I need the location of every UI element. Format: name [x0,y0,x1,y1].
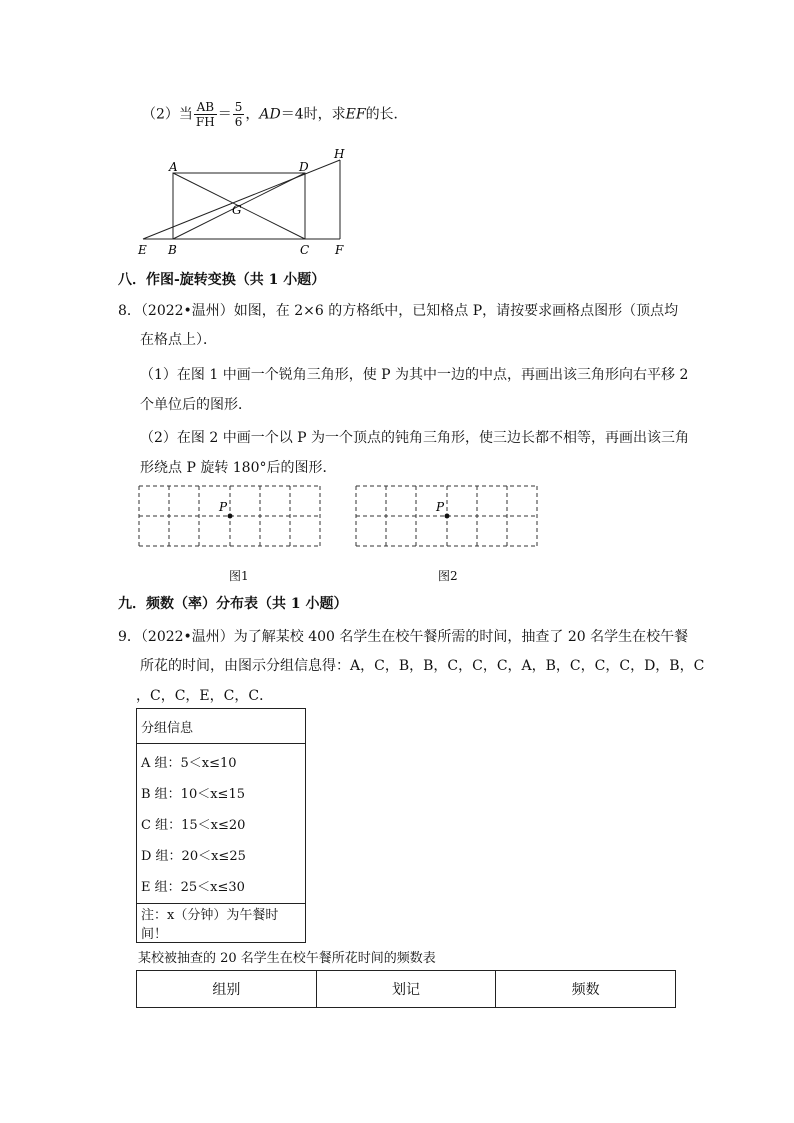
group-row-a: A 组：5＜x≤10 [141,756,237,771]
grid1-label-p: P [219,500,228,514]
value-numerator: 5 [234,100,243,114]
value-denominator: 6 [234,115,243,129]
q8-line1: 8．（2022•温州）如图，在 2×6 的方格纸中，已知格点 P，请按要求画格点图形（顶点均 [118,303,679,319]
q9-line1: 9．（2022•温州）为了解某校 400 名学生在校午餐所需的时间，抽查了 20 名学生在校午餐 [118,629,689,645]
equals-sign: ＝ [217,106,232,123]
header-group: 组别 [137,971,317,1008]
q8-part2-line1: （2）在图 2 中画一个以 P 为一个顶点的钝角三角形，使三边长都不相等，再画出该三角 [140,430,690,446]
group-info-rows [137,744,306,904]
q7-part2-line [142,100,408,129]
q8-part1-line1: （1）在图 1 中画一个锐角三角形，使 P 为其中一边的中点，再画出该三角形向右平移 2 [140,367,689,383]
header-tally: 划记 [316,971,496,1008]
grid2-point-p [445,514,450,519]
frequency-table [136,970,676,1008]
group-info-table [136,708,306,943]
q9-line2: 所花的时间，由图示分组信息得：A，C，B，B，C，C，C，A，B，C，C，C，D，B，C [140,658,705,674]
q9-line3: ，C，C，E，C，C． [136,688,274,704]
header-frequency: 频数 [496,971,676,1008]
group-info-header: 分组信息 [137,709,306,744]
label-d: D [299,160,309,174]
comma: ， [245,106,260,123]
grid-figure-1 [132,478,332,554]
q7-part2-prefix: （2）当 [142,106,193,123]
label-f: F [335,243,344,257]
section-9-title: 九．频数（率）分布表（共 1 小题） [118,596,348,612]
figure-1-caption: 图1 [229,569,249,583]
frequency-table-caption: 某校被抽查的 20 名学生在校午餐所花时间的频数表 [138,951,436,966]
q8-line2: 在格点上）． [140,332,217,348]
label-e: E [138,243,147,257]
label-b: B [168,243,177,257]
ef-variable: EF [345,106,366,123]
q7-tail-text: 的长． [365,106,408,123]
ratio-numerator: AB [194,100,217,115]
grid2-label-p: P [436,500,445,514]
section-8-title: 八．作图-旋转变换（共 1 小题） [118,272,326,288]
value-fraction [233,100,245,129]
group-row-d: D 组：20＜x≤25 [141,849,246,864]
label-c: C [300,243,310,257]
group-info-note: 注：x（分钟）为午餐时间！ [137,904,306,943]
label-h: H [334,147,345,161]
group-row-e: E 组：25＜x≤30 [141,880,245,895]
grid1-point-p [228,514,233,519]
ad-variable: AD [259,106,281,123]
group-row-c: C 组：15＜x≤20 [141,818,246,833]
ratio-fraction [194,100,217,129]
q8-part1-line2: 个单位后的图形． [140,397,252,413]
ratio-denominator: FH [195,115,215,129]
rectangle-figure [135,140,355,260]
grid-figure-2 [349,478,549,554]
frequency-table-header-row [137,971,676,1008]
ad-value-text: ＝4时，求 [280,106,346,123]
label-a: A [169,160,178,174]
label-g: G [232,203,242,217]
group-row-b: B 组：10＜x≤15 [141,787,245,802]
figure-2-caption: 图2 [438,569,458,583]
q8-part2-line2: 形绕点 P 旋转 180°后的图形． [140,460,337,476]
